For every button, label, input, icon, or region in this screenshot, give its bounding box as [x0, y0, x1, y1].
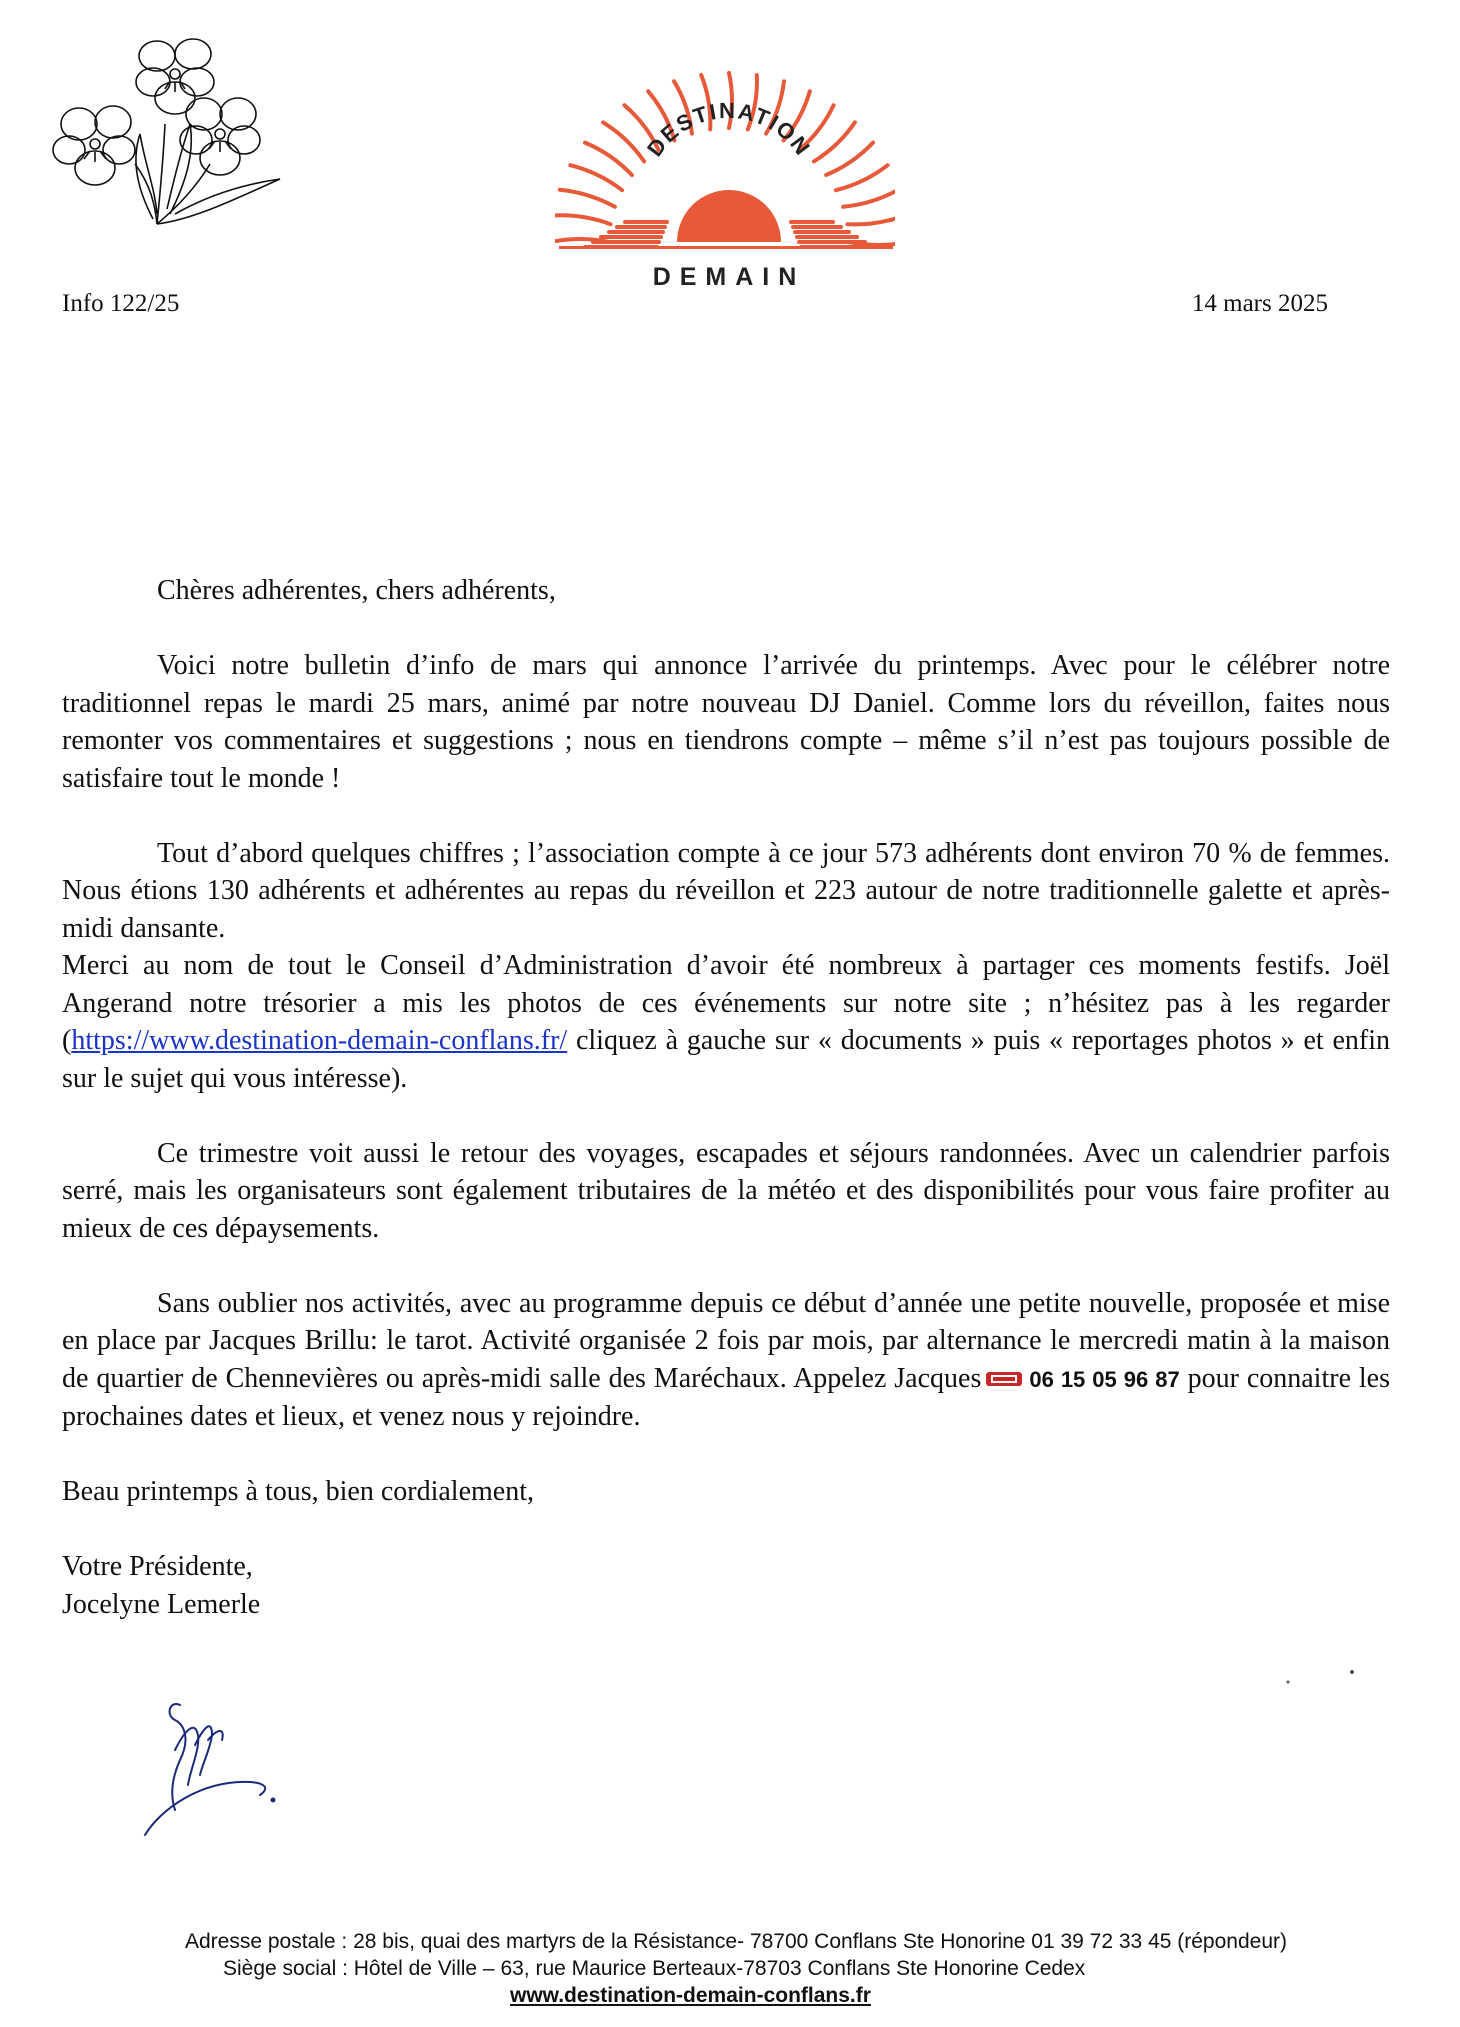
- footer-postal-address: Adresse postale : 28 bis, quai des martyrs de la Résistance- 78700 Conflans Ste Honorine 01 39 72 33 45 (répondeur): [185, 1930, 1287, 1953]
- sun-ray: [555, 215, 611, 224]
- paragraph-activities-end: pour connaitre les prochaines dates et lieux, et venez nous y rejoindre.: [62, 1362, 1390, 1432]
- sun-ray: [848, 216, 896, 225]
- phone-number: 06 15 05 96 87: [1029, 1366, 1180, 1392]
- logo-text-top: DESTINATION: [642, 97, 816, 161]
- letter-date: 14 mars 2025: [1191, 290, 1328, 317]
- footer-head-office: Siège social : Hôtel de Ville – 63, rue Maurice Berteaux-78703 Conflans Ste Honorine Cedex: [223, 1957, 1086, 1980]
- greeting: Chères adhérentes, chers adhérents,: [157, 575, 556, 606]
- signer-name: Jocelyne Lemerle: [62, 1588, 261, 1620]
- handwritten-signature: [140, 1690, 290, 1840]
- paragraph-intro: Voici notre bulletin d’info de mars qui annonce l’arrivée du printemps. Avec pour le célébrer notre traditionnel repas le mardi 25 mars, animé par notre nouveau DJ Daniel. Comme lors du réveillon, faites nous remonter vos commentaires et suggestions ; nous en tiendrons compte – même s’il n’est pas toujours possible de satisfaire tout le monde !: [62, 650, 1390, 794]
- sun-ray: [560, 190, 615, 207]
- paragraph-figures: Tout d’abord quelques chiffres ; l’association compte à ce jour 573 adhérents dont environ 70 % de femmes. Nous étions 130 adhérents et adhérentes au repas du réveillon et 223 autour de notre traditionnelle galette et après-midi dansante.: [62, 837, 1390, 944]
- paragraph-thanks-text: Merci au nom de tout le Conseil d’Administration d’avoir été nombreux à partager ces moments festifs. Joël Angerand notre trésorier a mis les photos de ces événements sur notre site ; n’hésitez pas à les regarder (: [62, 950, 1390, 1056]
- sun-ray: [836, 165, 888, 190]
- paragraph-thanks-end: cliquez à gauche sur « documents » puis « reportages photos » et enfin sur le sujet qui vous intéresse).: [62, 1025, 1390, 1094]
- paragraph-activities-text: Sans oublier nos activités, avec au programme depuis ce début d’année une petite nouvelle, proposée et mise en place par Jacques Brillu: le tarot. Activité organisée 2 fois par mois, par alternance le mercredi matin à la maison de quartier de Chennevières ou après-midi salle des Maréchaux. Appelez Jacques: [62, 1287, 1390, 1394]
- footer: [185, 1928, 1455, 2009]
- footer-website[interactable]: www.destination-demain-conflans.fr: [510, 1984, 871, 2007]
- sun-ray: [843, 190, 895, 207]
- destination-demain-logo: [555, 50, 895, 295]
- flowers-illustration: [45, 14, 285, 234]
- scan-specks: [1280, 1660, 1360, 1690]
- logo-text-bottom: DEMAIN: [652, 263, 806, 291]
- sun-ray: [585, 143, 632, 175]
- bulletin-reference: Info 122/25: [62, 290, 180, 317]
- closing-line: Beau printemps à tous, bien cordialement,: [62, 1476, 534, 1507]
- telephone-icon: [985, 1369, 1023, 1389]
- website-link[interactable]: https://www.destination-demain-conflans.fr/: [71, 1025, 568, 1056]
- paragraph-thanks: [62, 947, 1390, 1097]
- sun-ray: [570, 165, 622, 190]
- paragraph-trips: Ce trimestre voit aussi le retour des voyages, escapades et séjours randonnées. Avec un calendrier parfois serré, mais les organisateurs sont également tributaires de la météo et des disponibilités pour vous faire profiter au mieux de ces dépaysements.: [62, 1137, 1390, 1244]
- paragraph-activities: [62, 1285, 1390, 1436]
- letter-body: [62, 572, 1390, 1623]
- signer-title: Votre Présidente,: [62, 1551, 253, 1582]
